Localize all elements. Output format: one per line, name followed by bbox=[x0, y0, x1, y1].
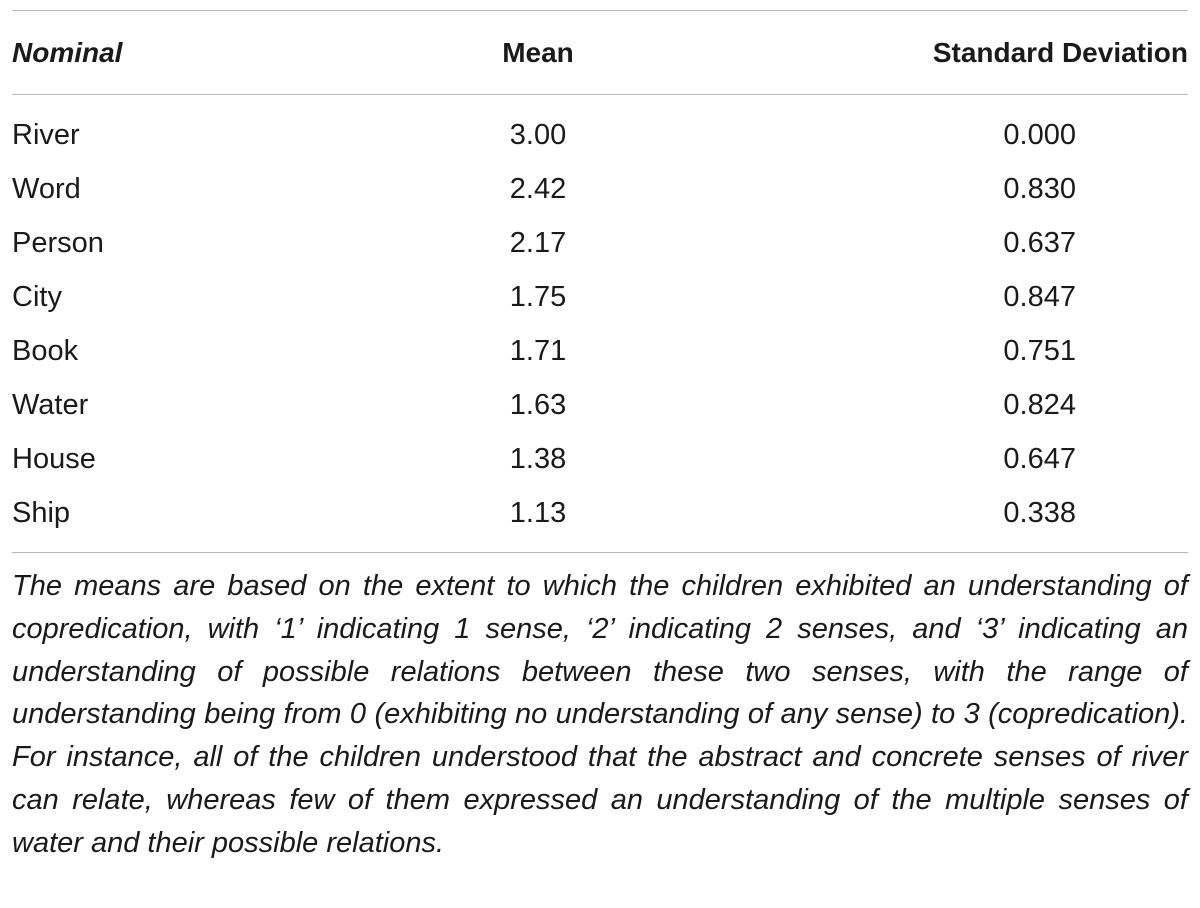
cell-mean: 1.13 bbox=[509, 496, 567, 529]
table-row bbox=[12, 108, 1188, 162]
cell-nominal: Person bbox=[12, 226, 104, 259]
table-row bbox=[12, 378, 1188, 432]
table-row bbox=[12, 432, 1188, 486]
cell-mean: 1.75 bbox=[509, 280, 567, 313]
cell-sd: 0.847 bbox=[1003, 280, 1076, 313]
data-table bbox=[12, 108, 1188, 540]
table-row bbox=[12, 216, 1188, 270]
table-row bbox=[12, 324, 1188, 378]
cell-sd: 0.637 bbox=[1003, 226, 1076, 259]
cell-mean: 1.71 bbox=[509, 334, 567, 367]
cell-sd: 0.830 bbox=[1003, 172, 1076, 205]
header-standard-deviation: Standard Deviation bbox=[932, 36, 1188, 68]
table-container bbox=[12, 10, 1188, 894]
table-row bbox=[12, 270, 1188, 324]
cell-sd: 0.647 bbox=[1003, 442, 1076, 475]
cell-sd: 0.824 bbox=[1003, 388, 1076, 421]
cell-mean: 1.63 bbox=[509, 388, 567, 421]
cell-nominal: Book bbox=[12, 334, 79, 367]
cell-mean: 1.38 bbox=[509, 442, 567, 475]
cell-nominal: Ship bbox=[12, 496, 71, 529]
cell-nominal: City bbox=[12, 280, 62, 313]
cell-mean: 2.17 bbox=[509, 226, 567, 259]
table-row bbox=[12, 162, 1188, 216]
cell-mean: 3.00 bbox=[509, 118, 567, 151]
cell-nominal: Water bbox=[12, 388, 89, 421]
header-nominal: Nominal bbox=[12, 36, 123, 68]
cell-sd: 0.338 bbox=[1003, 496, 1076, 529]
cell-nominal: House bbox=[12, 442, 96, 475]
bottom-rule bbox=[12, 552, 1188, 553]
cell-sd: 0.751 bbox=[1003, 334, 1076, 367]
header-row bbox=[12, 11, 1188, 94]
table-footnote: The means are based on the extent to which the children exhibited an understanding of copredication, with ‘1’ indicating 1 sense, ‘2’ indicating 2 senses, and ‘3’ indicating an understanding of possible relations between these two senses, with the range of understanding being from 0 (exhibiting no understanding of any sense) to 3 (copredication). For instance, all of the children understood that the abstract and concrete senses of river can relate, whereas few of them expressed an understanding of the multiple senses of water and their possible relations. bbox=[12, 570, 1188, 859]
table-row bbox=[12, 486, 1188, 540]
cell-nominal: Word bbox=[12, 172, 81, 205]
header-mean: Mean bbox=[502, 36, 574, 68]
cell-sd: 0.000 bbox=[1003, 118, 1076, 151]
header-table bbox=[12, 11, 1188, 94]
cell-nominal: River bbox=[12, 118, 80, 151]
cell-mean: 2.42 bbox=[509, 172, 567, 205]
